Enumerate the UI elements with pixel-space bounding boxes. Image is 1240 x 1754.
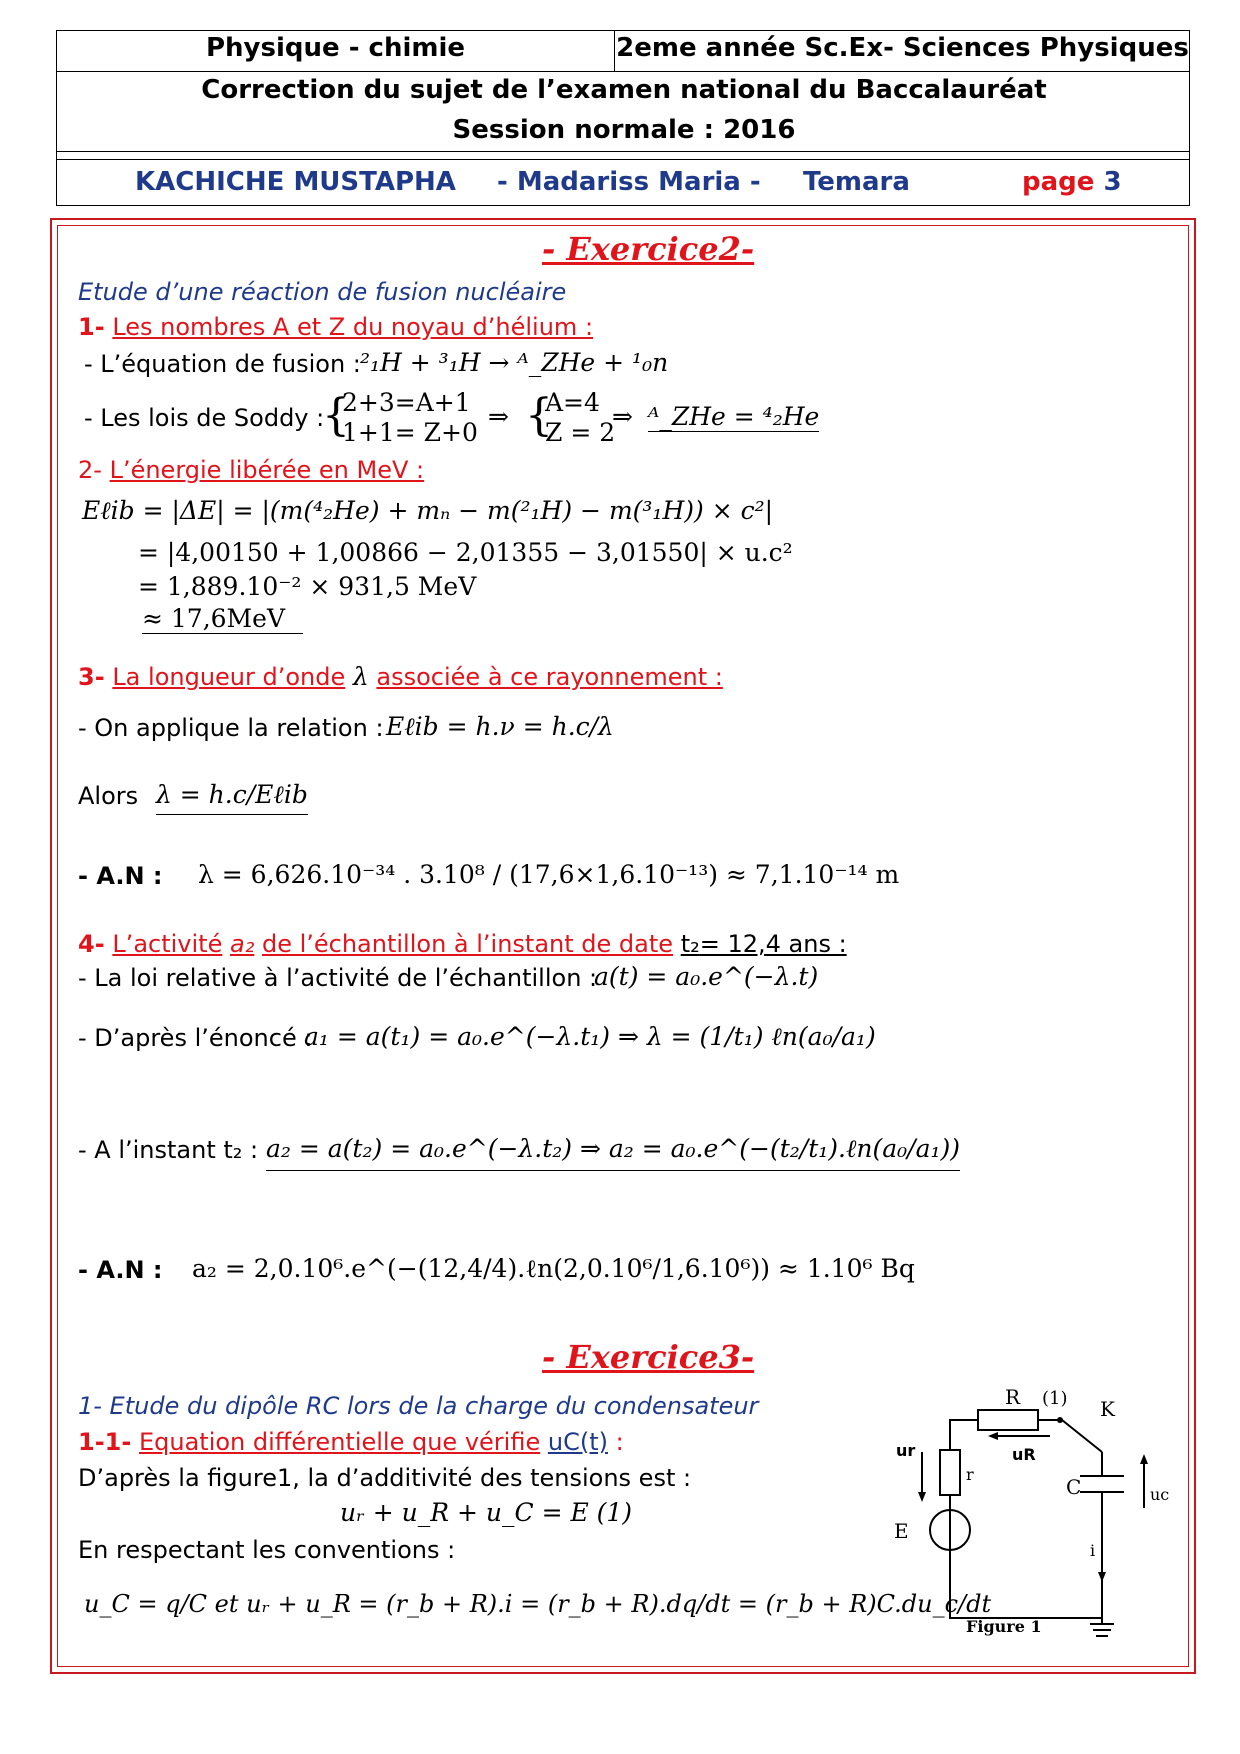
- ground: [1090, 1618, 1114, 1636]
- soddy-eq-2b: Z = 2: [545, 418, 616, 447]
- resistor-R: [978, 1410, 1038, 1430]
- label-r: r: [966, 1465, 974, 1484]
- header-page: [1022, 167, 1122, 197]
- q3-number: 3-: [78, 663, 105, 691]
- q4-numerical-application: a₂ = 2,0.10⁶.e^(−(12,4/4).ℓn(2,0.10⁶/1,6.10⁶)) ≈ 1.10⁶ Bq: [192, 1254, 915, 1283]
- page-label: page: [1022, 167, 1095, 197]
- q4-title-b: de l’échantillon à l’instant de date: [261, 930, 674, 958]
- label-uR: uR: [1012, 1445, 1036, 1464]
- q1-eq-label: - L’équation de fusion :: [84, 350, 361, 378]
- q1-title: Les nombres A et Z du noyau d’hélium :: [112, 313, 594, 341]
- circuit-figure: [880, 1380, 1180, 1670]
- switch-K: [1062, 1420, 1102, 1452]
- q4-heading: [78, 930, 847, 958]
- q3-title-a: La longueur d’onde: [112, 663, 346, 691]
- q11-uc: uC(t): [547, 1428, 608, 1456]
- q3-lambda: λ: [352, 662, 369, 691]
- label-uc: uc: [1150, 1485, 1170, 1504]
- q4-law-label: - La loi relative à l’activité de l’échantillon :: [78, 964, 598, 992]
- label-switch-position: (1): [1042, 1388, 1068, 1409]
- q11-title: Equation différentielle que vérifie: [138, 1428, 541, 1456]
- q4-t2: t₂: [680, 930, 700, 958]
- q4-t2-equation: a₂ = a(t₂) = a₀.e^(−λ.t₂) ⇒ a₂ = a₀.e^(−(t₂/t₁).ℓn(a₀/a₁)): [266, 1134, 960, 1171]
- q2-title: L’énergie libérée en MeV :: [109, 456, 425, 484]
- soddy-eq-1a: 2+3=A+1: [342, 388, 471, 417]
- label-ur: ur: [896, 1441, 916, 1460]
- header-divider: [57, 71, 1189, 72]
- q4-t2-label: - A l’instant t₂ :: [78, 1136, 259, 1164]
- label-E: E: [894, 1519, 909, 1543]
- exercise3-subtitle: 1- Etude du dipôle RC lors de la charge du condensateur: [78, 1392, 759, 1420]
- q11-text2: En respectant les conventions :: [78, 1536, 456, 1564]
- q3-relation-label: - On applique la relation :: [78, 714, 384, 742]
- q3-title-b: associée à ce rayonnement :: [376, 663, 723, 691]
- header-divider: [57, 151, 1189, 152]
- q4-title-c: = 12,4 ans :: [699, 930, 847, 958]
- header-city: Temara: [803, 167, 910, 197]
- header-divider: [57, 159, 1189, 160]
- q11-equation2: u_C = q/C et uᵣ + u_R = (r_b + R).i = (r_b + R).dq/dt = (r_b + R)C.du_c/dt: [84, 1590, 992, 1618]
- header-title-line2: Session normale : 2016: [452, 115, 796, 145]
- q3-lambda-expression: λ = h.c/Eℓib: [156, 780, 308, 815]
- label-i: i: [1090, 1541, 1096, 1560]
- label-C: C: [1066, 1475, 1082, 1499]
- left-brace: {: [525, 390, 553, 441]
- implies-arrow: ⇒: [488, 402, 509, 431]
- header-title-line1: Correction du sujet de l’examen national du Baccalauréat: [201, 75, 1047, 105]
- soddy-eq-2a: A=4: [545, 388, 600, 417]
- q1-heading: [78, 313, 593, 341]
- q3-alors: Alors: [78, 782, 139, 810]
- q1-fusion-equation: ²₁H + ³₁H → ᴬ_ZHe + ¹₀n: [360, 348, 669, 377]
- wire-top-left: [950, 1420, 978, 1431]
- q4-enonce-label: - D’après l’énoncé :: [78, 1024, 313, 1052]
- soddy-result: ᴬ_ZHe = ⁴₂He: [648, 402, 820, 431]
- q4-an-label: - A.N :: [78, 1256, 163, 1284]
- label-R: R: [1005, 1385, 1021, 1409]
- q3-an-label: - A.N :: [78, 862, 163, 890]
- q2-energy-line2: = |4,00150 + 1,00866 − 2,01355 − 3,01550| × u.c²: [138, 538, 793, 567]
- q3-numerical-application: λ = 6,626.10⁻³⁴ . 3.10⁸ / (17,6×1,6.10⁻¹³) ≈ 7,1.10⁻¹⁴ m: [198, 860, 900, 889]
- q4-enonce-equation: a₁ = a(t₁) = a₀.e^(−λ.t₁) ⇒ λ = (1/t₁) ℓn(a₀/a₁): [304, 1022, 876, 1051]
- q4-number: 4-: [78, 930, 105, 958]
- q11-colon: :: [615, 1428, 624, 1456]
- q1-soddy-label: - Les lois de Soddy :: [84, 404, 325, 432]
- header-author: KACHICHE MUSTAPHA: [135, 167, 456, 197]
- exercise2-subtitle: Etude d’une réaction de fusion nucléaire: [78, 278, 567, 306]
- header-table: [56, 30, 1190, 206]
- q2-energy-line3: = 1,889.10⁻² × 931,5 MeV: [138, 572, 477, 601]
- q11-text1: D’après la figure1, la d’additivité des tensions est :: [78, 1464, 692, 1492]
- q2-heading: [78, 456, 424, 484]
- q2-energy-line1: Eℓib = |ΔE| = |(m(⁴₂He) + mₙ − m(²₁H) − m(³₁H)) × c²|: [82, 496, 774, 525]
- figure-caption: Figure 1: [966, 1617, 1042, 1636]
- q2-energy-result: ≈ 17,6MeV: [142, 604, 303, 634]
- header-level: 2eme année Sc.Ex- Sciences Physiques: [616, 33, 1189, 63]
- label-K: K: [1100, 1397, 1115, 1421]
- q3-heading: [78, 662, 723, 691]
- resistor-r: [940, 1450, 960, 1495]
- q1-number: 1-: [78, 313, 105, 341]
- page-number: 3: [1103, 167, 1122, 197]
- exercise3-title: - Exercice3-: [542, 1338, 755, 1376]
- implies-arrow: ⇒: [612, 402, 633, 431]
- q11-equation1: uᵣ + u_R + u_C = E (1): [340, 1498, 633, 1527]
- q4-a2: a₂: [229, 930, 255, 958]
- q11-heading: [78, 1428, 624, 1456]
- q3-relation: Eℓib = h.ν = h.c/λ: [386, 712, 614, 741]
- exercise2-title: - Exercice2-: [542, 230, 755, 268]
- q2-number: 2-: [78, 456, 102, 484]
- q4-law: a(t) = a₀.e^(−λ.t): [594, 962, 819, 991]
- q11-number: 1-1-: [78, 1428, 132, 1456]
- left-brace: {: [322, 390, 350, 441]
- soddy-eq-1b: 1+1= Z+0: [342, 418, 478, 447]
- header-school: - Madariss Maria -: [497, 167, 761, 197]
- wire-bottom: [950, 1550, 1102, 1618]
- header-subject: Physique - chimie: [205, 33, 466, 63]
- q4-title-a: L’activité: [112, 930, 223, 958]
